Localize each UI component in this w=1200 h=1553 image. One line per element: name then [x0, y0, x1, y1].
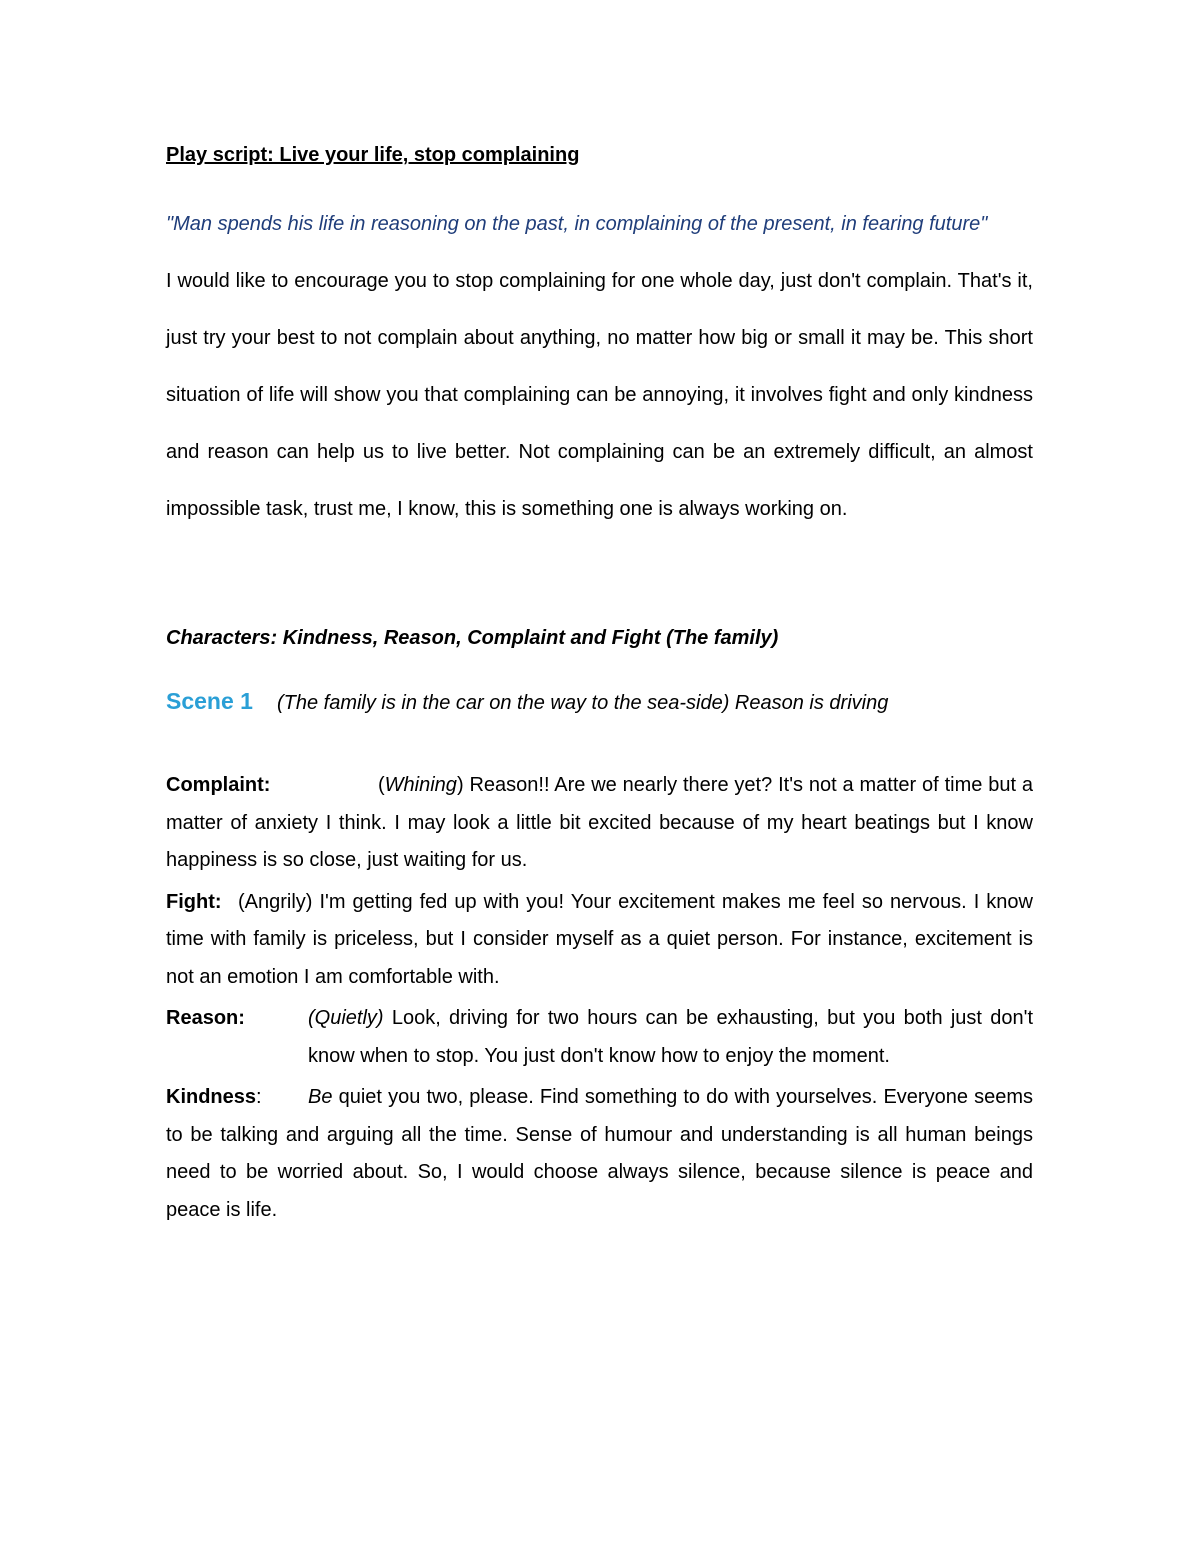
dialogue-line-complaint: [166, 767, 1033, 880]
intro-paragraph: I would like to encourage you to stop complaining for one whole day, just don't complain. That's it, just try your best to not complain about anything, no matter how big or small it may be. This short situation of life will show you that complaining can be annoying, it involves fight and only kindness and reason can help us to live better. Not complaining can be an extremely difficult, an almost impossible task, trust me, I know, this is something one is always working on.: [166, 270, 1033, 520]
dialogue-line-reason: [166, 1000, 1033, 1075]
dialogue: [166, 767, 1033, 1229]
line-body-reason: [308, 1000, 1033, 1075]
characters-list: Characters: Kindness, Reason, Complaint and Fight (The family): [166, 627, 779, 649]
stage-direction-reason: (Quietly): [308, 1007, 384, 1029]
line-text-kindness: quiet you two, please. Find something to do with yourselves. Everyone seems to be talking and arguing all the time. Sense of humour and understanding is all human beings need to be worried about. So, I would choose always silence, because silence is peace and peace is life.: [166, 1086, 1033, 1221]
speaker-complaint: Complaint:: [166, 774, 271, 796]
stage-word-kindness: Be: [308, 1086, 333, 1108]
scene-direction: (The family is in the car on the way to the sea-side) Reason is driving: [276, 692, 889, 714]
line-text-reason: Look, driving for two hours can be exhausting, but you both just don't know when to stop. You just don't know how to enjoy the moment.: [308, 1007, 1033, 1067]
scene-heading: [166, 683, 1033, 721]
document-page: [166, 140, 1033, 1233]
page-title: Play script: Live your life, stop complaining: [166, 144, 580, 166]
speaker-kindness-name: Kindness: [166, 1086, 257, 1108]
paren-close: ): [456, 774, 464, 796]
dialogue-line-kindness: [166, 1079, 1033, 1229]
speaker-kindness: [166, 1079, 308, 1117]
line-text-fight: (Angrily) I'm getting fed up with you! Your excitement makes me feel so nervous. I know time with family is priceless, but I consider myself as a quiet person. For instance, excitement is not an emotion I am comfortable with.: [166, 890, 1033, 988]
dialogue-line-fight: [166, 884, 1033, 997]
stage-direction-complaint: Whining: [384, 774, 457, 796]
paren-open: (: [378, 774, 385, 796]
speaker-reason: Reason:: [166, 1007, 245, 1029]
scene-label: Scene 1: [166, 688, 253, 714]
epigraph-quote: "Man spends his life in reasoning on the past, in complaining of the present, in fearing future": [166, 213, 988, 235]
speaker-fight: Fight:: [166, 890, 222, 913]
speaker-kindness-colon: :: [256, 1086, 262, 1108]
line-text-complaint: Reason!! Are we nearly there yet? It's not a matter of time but a matter of anxiety I think. I may look a little bit excited because of my heart beatings but I know happiness is so close, just waiting for us.: [166, 774, 1033, 871]
